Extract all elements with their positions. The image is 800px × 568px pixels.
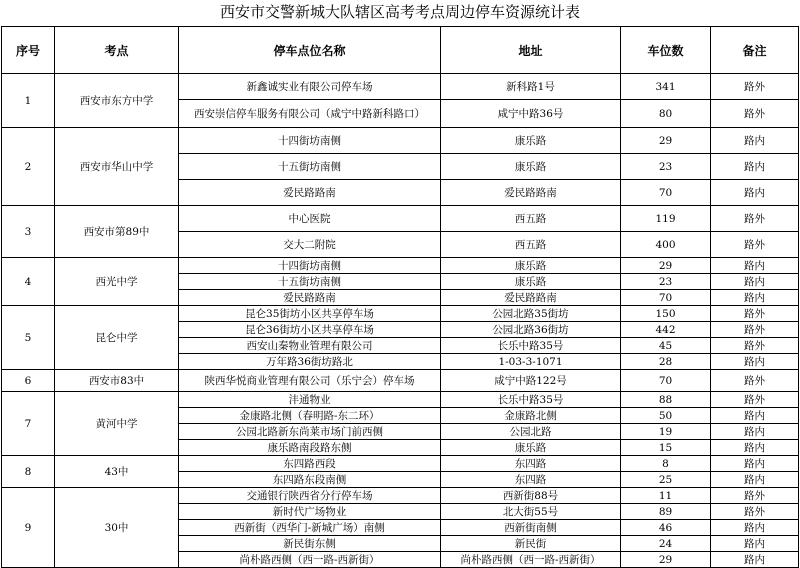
cell-parking-name: 尚朴路西侧（西一路-西新街）	[179, 552, 441, 568]
cell-note: 路内	[711, 408, 799, 424]
cell-note: 路内	[711, 180, 799, 206]
cell-address: 1-03-3-1071	[441, 354, 621, 370]
cell-no: 6	[2, 370, 55, 392]
cell-site: 西安市第89中	[55, 206, 179, 258]
header-site: 考点	[55, 27, 179, 74]
cell-address: 新科路1号	[441, 74, 621, 100]
cell-count: 89	[621, 504, 711, 520]
cell-site: 西光中学	[55, 258, 179, 306]
cell-count: 50	[621, 408, 711, 424]
cell-address: 康乐路	[441, 154, 621, 180]
cell-note: 路外	[711, 322, 799, 338]
page-title: 西安市交警新城大队辖区高考考点周边停车资源统计表	[219, 3, 580, 21]
cell-note: 路外	[711, 504, 799, 520]
cell-parking-name: 十四街坊南侧	[179, 258, 441, 274]
cell-site: 西安市华山中学	[55, 128, 179, 206]
cell-address: 西新街88号	[441, 488, 621, 504]
cell-address: 长乐中路35号	[441, 392, 621, 408]
header-no: 序号	[2, 27, 55, 74]
header-note: 备注	[711, 27, 799, 74]
cell-no: 9	[2, 488, 55, 568]
cell-note: 路外	[711, 74, 799, 100]
cell-note: 路外	[711, 338, 799, 354]
cell-site: 昆仑中学	[55, 306, 179, 370]
cell-address: 公园北路35街坊	[441, 306, 621, 322]
table-row	[2, 74, 799, 100]
cell-note: 路内	[711, 472, 799, 488]
cell-note: 路外	[711, 488, 799, 504]
cell-parking-name: 西新街（西华门-新城广场）南侧	[179, 520, 441, 536]
cell-address: 公园北路36街坊	[441, 322, 621, 338]
cell-note: 路内	[711, 536, 799, 552]
table-row	[2, 392, 799, 408]
table-body	[2, 74, 799, 568]
table-row	[2, 456, 799, 472]
cell-count: 400	[621, 232, 711, 258]
header-count: 车位数	[621, 27, 711, 74]
cell-no: 4	[2, 258, 55, 306]
cell-parking-name: 爱民路路南	[179, 290, 441, 306]
cell-parking-name: 爱民路路南	[179, 180, 441, 206]
cell-address: 东四路	[441, 472, 621, 488]
cell-count: 23	[621, 274, 711, 290]
cell-parking-name: 公园北路新东尚莱市场门前西侧	[179, 424, 441, 440]
cell-address: 西五路	[441, 206, 621, 232]
cell-address: 公园北路	[441, 424, 621, 440]
cell-note: 路内	[711, 424, 799, 440]
cell-count: 45	[621, 338, 711, 354]
cell-note: 路内	[711, 440, 799, 456]
cell-count: 80	[621, 100, 711, 128]
cell-count: 29	[621, 258, 711, 274]
cell-count: 70	[621, 290, 711, 306]
cell-address: 尚朴路西侧（西一路-西新街）	[441, 552, 621, 568]
cell-parking-name: 交通银行陕西省分行停车场	[179, 488, 441, 504]
cell-site: 黄河中学	[55, 392, 179, 456]
cell-count: 19	[621, 424, 711, 440]
cell-address: 金康路北侧	[441, 408, 621, 424]
cell-parking-name: 金康路北侧（春明路-东二环）	[179, 408, 441, 424]
cell-count: 25	[621, 472, 711, 488]
cell-parking-name: 十五街坊南侧	[179, 274, 441, 290]
cell-parking-name: 新民街东侧	[179, 536, 441, 552]
table-row	[2, 370, 799, 392]
cell-note: 路外	[711, 232, 799, 258]
cell-address: 咸宁中路36号	[441, 100, 621, 128]
cell-parking-name: 西安崇信停车服务有限公司（咸宁中路新科路口）	[179, 100, 441, 128]
cell-parking-name: 西安山秦物业管理有限公司	[179, 338, 441, 354]
cell-no: 1	[2, 74, 55, 128]
table-row	[2, 206, 799, 232]
cell-note: 路外	[711, 100, 799, 128]
cell-count: 70	[621, 180, 711, 206]
cell-no: 7	[2, 392, 55, 456]
table-row	[2, 488, 799, 504]
cell-parking-name: 万年路36街坊路北	[179, 354, 441, 370]
cell-parking-name: 陕西华悦商业管理有限公司（乐宁会）停车场	[179, 370, 441, 392]
cell-site: 西安市东方中学	[55, 74, 179, 128]
header-parking-name: 停车点位名称	[179, 27, 441, 74]
cell-count: 23	[621, 154, 711, 180]
cell-count: 24	[621, 536, 711, 552]
cell-address: 康乐路	[441, 274, 621, 290]
cell-address: 北大街55号	[441, 504, 621, 520]
cell-site: 30中	[55, 488, 179, 568]
cell-no: 5	[2, 306, 55, 370]
cell-no: 2	[2, 128, 55, 206]
cell-address: 爱民路路南	[441, 180, 621, 206]
cell-note: 路内	[711, 154, 799, 180]
cell-note: 路外	[711, 392, 799, 408]
cell-count: 150	[621, 306, 711, 322]
cell-parking-name: 新时代广场物业	[179, 504, 441, 520]
cell-address: 东四路	[441, 456, 621, 472]
cell-count: 70	[621, 370, 711, 392]
cell-parking-name: 沣通物业	[179, 392, 441, 408]
table-row	[2, 128, 799, 154]
cell-count: 341	[621, 74, 711, 100]
cell-note: 路内	[711, 552, 799, 568]
header-row	[2, 27, 799, 74]
cell-note: 路内	[711, 290, 799, 306]
parking-table	[1, 26, 799, 568]
cell-note: 路内	[711, 274, 799, 290]
cell-address: 康乐路	[441, 258, 621, 274]
cell-parking-name: 昆仑35街坊小区共享停车场	[179, 306, 441, 322]
cell-parking-name: 昆仑36街坊小区共享停车场	[179, 322, 441, 338]
cell-note: 路内	[711, 354, 799, 370]
cell-note: 路外	[711, 306, 799, 322]
cell-note: 路内	[711, 456, 799, 472]
cell-parking-name: 康乐路南段路东侧	[179, 440, 441, 456]
cell-note: 路外	[711, 370, 799, 392]
cell-address: 咸宁中路122号	[441, 370, 621, 392]
cell-count: 15	[621, 440, 711, 456]
cell-parking-name: 交大二附院	[179, 232, 441, 258]
cell-no: 8	[2, 456, 55, 488]
table-row	[2, 306, 799, 322]
cell-address: 西五路	[441, 232, 621, 258]
cell-address: 康乐路	[441, 440, 621, 456]
cell-count: 28	[621, 354, 711, 370]
table-row	[2, 258, 799, 274]
cell-no: 3	[2, 206, 55, 258]
cell-count: 8	[621, 456, 711, 472]
cell-note: 路内	[711, 128, 799, 154]
cell-address: 长乐中路35号	[441, 338, 621, 354]
cell-count: 29	[621, 128, 711, 154]
cell-address: 西新街南侧	[441, 520, 621, 536]
cell-site: 西安市83中	[55, 370, 179, 392]
header-address: 地址	[441, 27, 621, 74]
cell-parking-name: 中心医院	[179, 206, 441, 232]
cell-count: 29	[621, 552, 711, 568]
cell-parking-name: 十五街坊南侧	[179, 154, 441, 180]
cell-note: 路内	[711, 520, 799, 536]
cell-parking-name: 东四路东段南侧	[179, 472, 441, 488]
cell-count: 442	[621, 322, 711, 338]
cell-address: 康乐路	[441, 128, 621, 154]
cell-address: 新民街	[441, 536, 621, 552]
cell-count: 119	[621, 206, 711, 232]
cell-address: 爱民路路南	[441, 290, 621, 306]
cell-count: 11	[621, 488, 711, 504]
cell-site: 43中	[55, 456, 179, 488]
cell-parking-name: 东四路西段	[179, 456, 441, 472]
cell-count: 46	[621, 520, 711, 536]
cell-parking-name: 十四街坊南侧	[179, 128, 441, 154]
cell-count: 88	[621, 392, 711, 408]
cell-note: 路内	[711, 258, 799, 274]
cell-note: 路外	[711, 206, 799, 232]
cell-parking-name: 新鑫诚实业有限公司停车场	[179, 74, 441, 100]
